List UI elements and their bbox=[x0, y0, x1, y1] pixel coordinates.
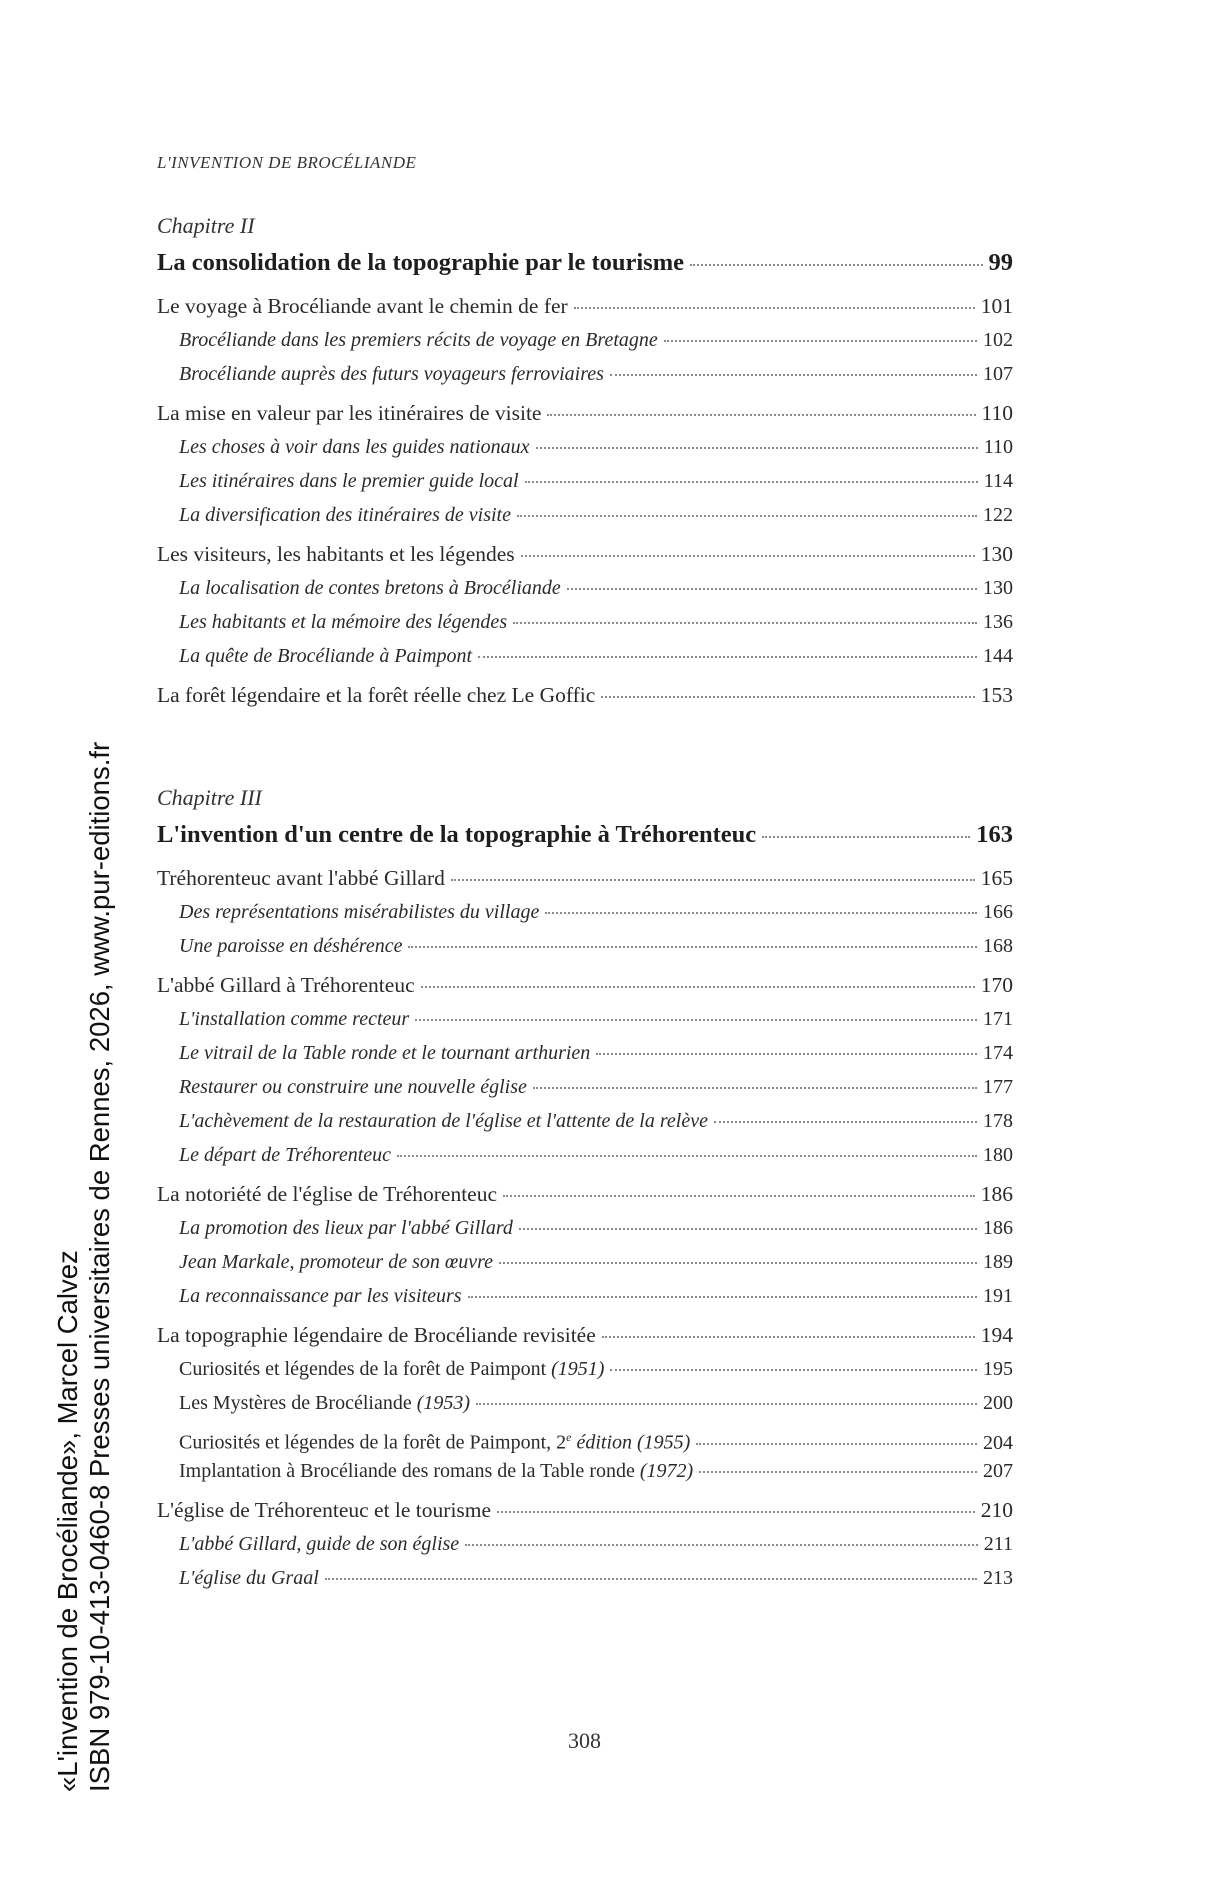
toc-subsection[interactable] bbox=[157, 1036, 1013, 1070]
entry-title: Le voyage à Brocéliande avant le chemin de fer bbox=[157, 294, 568, 318]
page-number: 122 bbox=[983, 504, 1013, 526]
entry-year: (1951) bbox=[551, 1358, 605, 1380]
leader-dots bbox=[408, 945, 977, 948]
leader-dots bbox=[699, 1470, 977, 1473]
leader-dots bbox=[521, 554, 975, 557]
entry-title: La forêt légendaire et la forêt réelle chez Le Goffic bbox=[157, 683, 596, 707]
leader-dots bbox=[525, 480, 978, 483]
toc-section[interactable] bbox=[157, 1177, 1013, 1211]
leader-dots bbox=[468, 1295, 977, 1298]
entry-title: L'installation comme recteur bbox=[179, 1008, 410, 1030]
page-number: 136 bbox=[983, 611, 1013, 633]
side-note-line-1: «L'invention de Brocéliande», Marcel Calvez bbox=[52, 1250, 83, 1792]
edition-superscript: e bbox=[566, 1430, 572, 1444]
page-number: 170 bbox=[980, 973, 1013, 997]
leader-dots bbox=[499, 1261, 977, 1264]
toc-section[interactable] bbox=[157, 537, 1013, 571]
entry-title: La diversification des itinéraires de visite bbox=[179, 504, 511, 526]
toc-subsection[interactable] bbox=[157, 464, 1013, 498]
toc-section[interactable] bbox=[157, 1493, 1013, 1527]
entry-title: Tréhorenteuc avant l'abbé Gillard bbox=[157, 866, 445, 890]
leader-dots bbox=[601, 695, 974, 698]
page-number: 211 bbox=[983, 1533, 1013, 1555]
toc-chapter-3 bbox=[157, 782, 1013, 1595]
entry-title: Les visiteurs, les habitants et les légendes bbox=[157, 542, 515, 566]
leader-dots bbox=[533, 1086, 977, 1089]
leader-dots bbox=[596, 1052, 977, 1055]
leader-dots bbox=[696, 1442, 977, 1445]
leader-dots bbox=[397, 1154, 977, 1157]
entry-title: L'église de Tréhorenteuc et le tourisme bbox=[157, 1498, 492, 1522]
entry-title: Les itinéraires dans le premier guide local bbox=[179, 470, 519, 492]
chapter-label: Chapitre II bbox=[157, 213, 255, 238]
page-number: 213 bbox=[983, 1567, 1013, 1589]
toc-subsection[interactable] bbox=[157, 1245, 1013, 1279]
toc-subsection[interactable] bbox=[157, 571, 1013, 605]
leader-dots bbox=[451, 878, 975, 881]
leader-dots bbox=[714, 1120, 977, 1123]
page-number: 166 bbox=[983, 901, 1013, 923]
page-number: 177 bbox=[983, 1076, 1013, 1098]
entry-title: Brocéliande auprès des futurs voyageurs ferroviaires bbox=[179, 363, 604, 385]
page-number: 163 bbox=[976, 821, 1013, 848]
leader-dots bbox=[610, 1368, 977, 1371]
toc-subsection[interactable] bbox=[157, 357, 1013, 391]
leader-dots bbox=[762, 835, 970, 838]
toc-subsection[interactable] bbox=[157, 1561, 1013, 1595]
page-number: 102 bbox=[983, 329, 1013, 351]
entry-title: La quête de Brocéliande à Paimpont bbox=[179, 645, 473, 667]
toc-subsection[interactable] bbox=[157, 929, 1013, 963]
side-note-line-2: ISBN 979-10-413-0460-8 Presses universitaires de Rennes, 2026, www.pur-editions.fr bbox=[84, 741, 115, 1792]
toc-chapter-title[interactable] bbox=[157, 814, 1013, 856]
leader-dots bbox=[325, 1577, 977, 1580]
toc-section[interactable] bbox=[157, 678, 1013, 712]
entry-title: La promotion des lieux par l'abbé Gillard bbox=[179, 1217, 513, 1239]
toc-section[interactable] bbox=[157, 396, 1013, 430]
entry-title: L'abbé Gillard, guide de son église bbox=[179, 1533, 460, 1555]
page-number: 107 bbox=[983, 363, 1013, 385]
leader-dots bbox=[547, 413, 975, 416]
leader-dots bbox=[517, 514, 977, 517]
page-number: 153 bbox=[980, 683, 1013, 707]
leader-dots bbox=[545, 911, 977, 914]
toc-subsection[interactable] bbox=[157, 430, 1013, 464]
leader-dots bbox=[497, 1510, 975, 1513]
leader-dots bbox=[415, 1018, 977, 1021]
entry-title: Jean Markale, promoteur de son œuvre bbox=[179, 1251, 494, 1273]
leader-dots bbox=[567, 587, 977, 590]
page-number: 110 bbox=[981, 401, 1013, 425]
toc-subsection[interactable] bbox=[157, 1386, 1013, 1420]
page-number: 207 bbox=[983, 1460, 1013, 1482]
entry-edition: édition (1955) bbox=[571, 1431, 691, 1454]
leader-dots bbox=[465, 1543, 978, 1546]
page-number: 99 bbox=[988, 249, 1013, 276]
page-number: 189 bbox=[983, 1251, 1013, 1273]
toc-chapter-title[interactable] bbox=[157, 242, 1013, 284]
page-number: 191 bbox=[983, 1285, 1013, 1307]
toc-subsection[interactable] bbox=[157, 1279, 1013, 1313]
page-number: 130 bbox=[980, 542, 1013, 566]
leader-dots bbox=[503, 1194, 975, 1197]
leader-dots bbox=[602, 1335, 975, 1338]
leader-dots bbox=[574, 306, 975, 309]
toc-section[interactable] bbox=[157, 968, 1013, 1002]
entry-title: Brocéliande dans les premiers récits de voyage en Bretagne bbox=[179, 329, 658, 351]
entry-title: L'église du Graal bbox=[179, 1567, 319, 1589]
entry-title: Implantation à Brocéliande des romans de la Table ronde (1972) bbox=[179, 1460, 694, 1482]
leader-dots bbox=[476, 1402, 977, 1405]
page-number: 101 bbox=[980, 294, 1013, 318]
page-number: 171 bbox=[983, 1008, 1013, 1030]
entry-title: Le vitrail de la Table ronde et le tournant arthurien bbox=[179, 1042, 591, 1064]
toc-subsection[interactable] bbox=[157, 1454, 1013, 1488]
entry-title: La topographie légendaire de Brocéliande revisitée bbox=[157, 1323, 596, 1347]
entry-title: L'invention d'un centre de la topographie à Tréhorenteuc bbox=[157, 821, 757, 848]
toc-subsection[interactable] bbox=[157, 1211, 1013, 1245]
entry-title: Une paroisse en déshérence bbox=[179, 935, 403, 957]
toc-subsection[interactable] bbox=[157, 1002, 1013, 1036]
page-number-footer: 308 bbox=[568, 1728, 601, 1753]
toc-subsection[interactable] bbox=[157, 1352, 1013, 1386]
toc-subsection[interactable] bbox=[157, 1070, 1013, 1104]
toc-subsection[interactable] bbox=[157, 1104, 1013, 1138]
entry-title: Le départ de Tréhorenteuc bbox=[179, 1144, 392, 1166]
entry-title: La mise en valeur par les itinéraires de visite bbox=[157, 401, 542, 425]
toc-subsection[interactable] bbox=[157, 605, 1013, 639]
toc-subsection[interactable] bbox=[157, 323, 1013, 357]
entry-title: La notoriété de l'église de Tréhorenteuc bbox=[157, 1182, 498, 1206]
page-number: 168 bbox=[983, 935, 1013, 957]
page-number: 130 bbox=[983, 577, 1013, 599]
leader-dots bbox=[536, 446, 978, 449]
entry-title: Restaurer ou construire une nouvelle église bbox=[179, 1076, 527, 1098]
page-number: 174 bbox=[983, 1042, 1013, 1064]
page-number: 165 bbox=[980, 866, 1013, 890]
leader-dots bbox=[690, 263, 982, 266]
toc-section[interactable] bbox=[157, 861, 1013, 895]
page-number: 186 bbox=[983, 1217, 1013, 1239]
page-number: 186 bbox=[980, 1182, 1013, 1206]
toc-subsection[interactable] bbox=[157, 895, 1013, 929]
toc-section[interactable] bbox=[157, 289, 1013, 323]
toc-subsection[interactable] bbox=[157, 1527, 1013, 1561]
page-number: 204 bbox=[983, 1431, 1013, 1454]
entry-title: Des représentations misérabilistes du village bbox=[179, 901, 540, 923]
page-number: 200 bbox=[983, 1392, 1013, 1414]
leader-dots bbox=[478, 655, 977, 658]
entry-title: Curiosités et légendes de la forêt de Paimpont (1951) bbox=[179, 1358, 605, 1380]
entry-title: La localisation de contes bretons à Brocéliande bbox=[179, 577, 561, 599]
chapter-label: Chapitre III bbox=[157, 785, 262, 810]
leader-dots bbox=[513, 621, 977, 624]
page-number: 194 bbox=[980, 1323, 1013, 1347]
page-number: 210 bbox=[980, 1498, 1013, 1522]
toc-subsection[interactable] bbox=[157, 1138, 1013, 1172]
page-number: 180 bbox=[983, 1144, 1013, 1166]
leader-dots bbox=[421, 985, 975, 988]
entry-title: La reconnaissance par les visiteurs bbox=[179, 1285, 462, 1307]
toc-chapter-2 bbox=[157, 210, 1013, 712]
entry-title: Les Mystères de Brocéliande (1953) bbox=[179, 1392, 471, 1414]
leader-dots bbox=[519, 1227, 977, 1230]
toc-subsection[interactable] bbox=[157, 498, 1013, 532]
page-number: 178 bbox=[983, 1110, 1013, 1132]
side-copyright-note bbox=[52, 742, 116, 1792]
leader-dots bbox=[610, 373, 977, 376]
entry-title: L'abbé Gillard à Tréhorenteuc bbox=[157, 973, 415, 997]
entry-year: (1972) bbox=[639, 1460, 694, 1482]
entry-year: (1953) bbox=[416, 1392, 471, 1414]
leader-dots bbox=[664, 339, 977, 342]
entry-title: Les choses à voir dans les guides nationaux bbox=[179, 436, 530, 458]
page-number: 144 bbox=[983, 645, 1013, 667]
toc-section[interactable] bbox=[157, 1318, 1013, 1352]
page-number: 195 bbox=[983, 1358, 1013, 1380]
toc-subsection[interactable] bbox=[157, 1420, 1013, 1454]
running-head: L'INVENTION DE BROCÉLIANDE bbox=[157, 153, 417, 172]
entry-title: Curiosités et légendes de la forêt de Paimpont, 2e édition (1955) bbox=[179, 1430, 691, 1454]
page-number: 110 bbox=[983, 436, 1013, 458]
entry-title: L'achèvement de la restauration de l'église et l'attente de la relève bbox=[179, 1110, 708, 1132]
page-number: 114 bbox=[983, 470, 1013, 492]
entry-title: Les habitants et la mémoire des légendes bbox=[179, 611, 508, 633]
entry-title: La consolidation de la topographie par le tourisme bbox=[157, 249, 685, 276]
toc-subsection[interactable] bbox=[157, 639, 1013, 673]
